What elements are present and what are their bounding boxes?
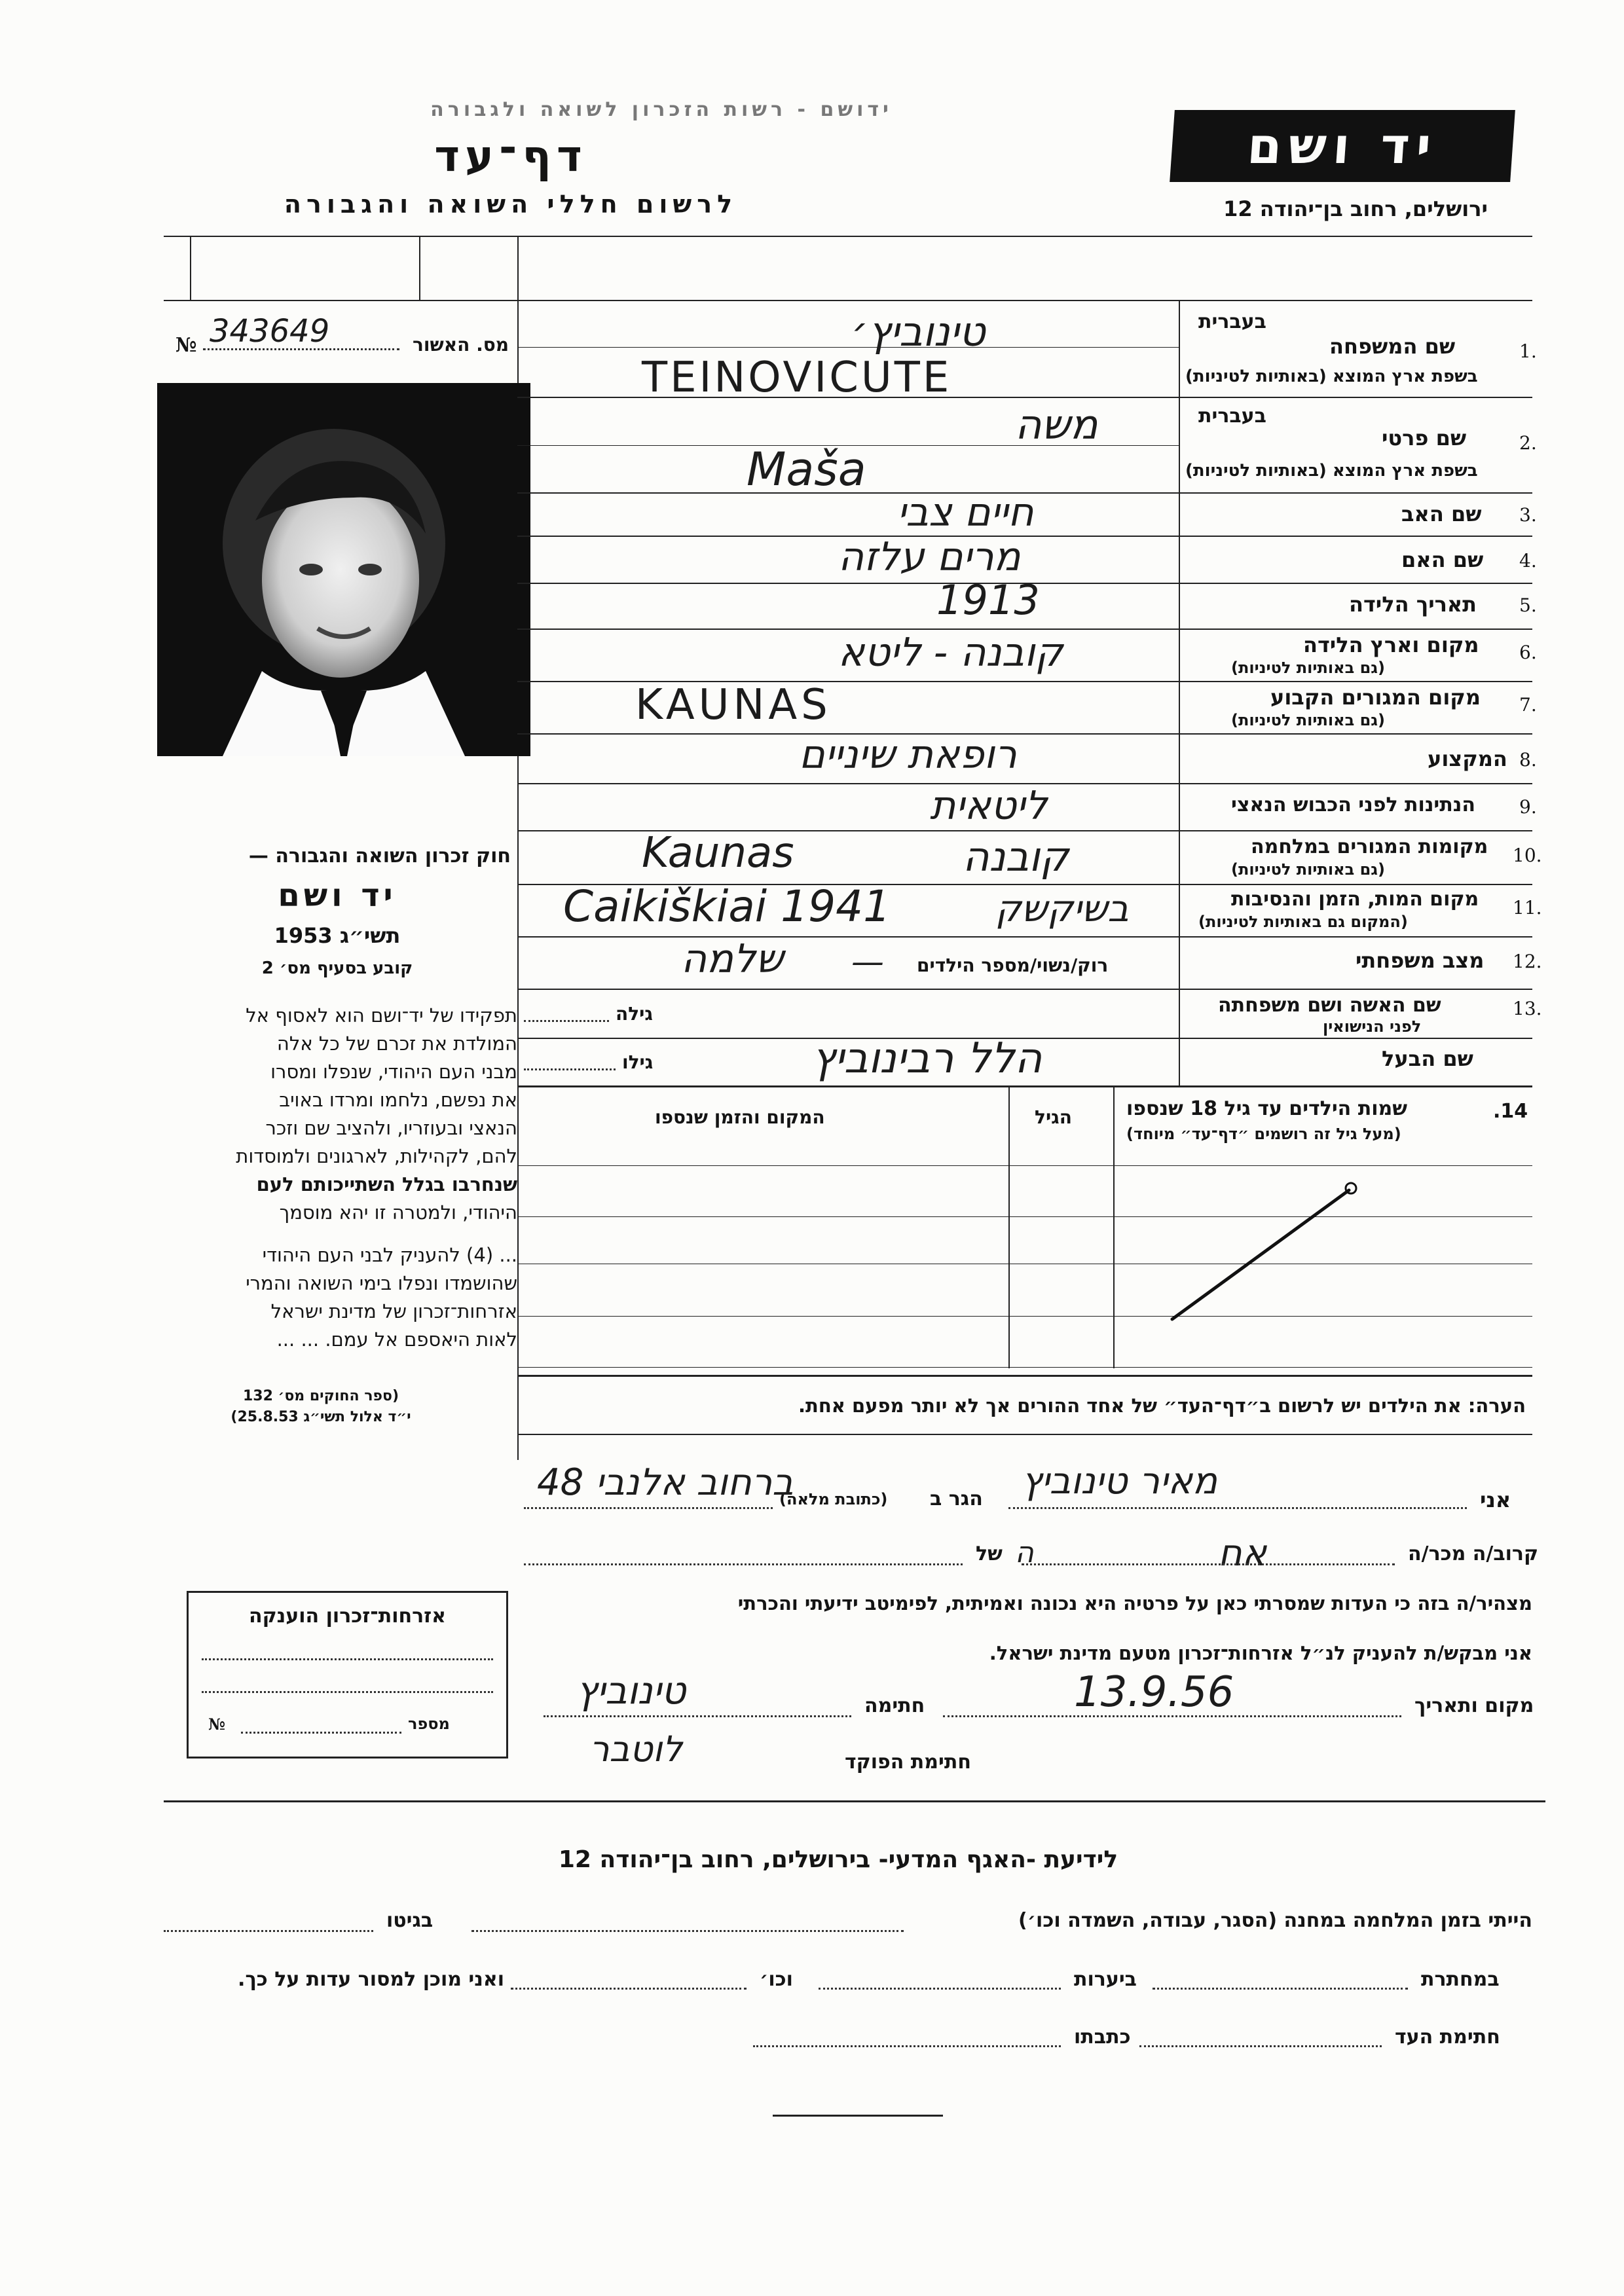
row-line: [517, 936, 1532, 938]
declarant-signature-value: טינוביץ: [576, 1668, 686, 1713]
label-mother: שם האם: [1401, 547, 1484, 572]
value-surname-he: טינוביץ׳: [851, 308, 986, 355]
declarant-signature-line: [544, 1715, 851, 1717]
marital-dash: —: [851, 943, 884, 981]
children-bottom: [517, 1375, 1532, 1377]
law-line: אזרחות־זכרון של מדינת ישראל: [270, 1300, 517, 1322]
value-death: Caikiškiai 1941: [563, 881, 891, 932]
logo-text: יד ושם: [1245, 117, 1440, 175]
declarant-request: אני מבקש/ת להעניק לנ״ל אזרחות־זכרון מטעם מדינת ישראל.: [989, 1642, 1532, 1664]
footer-line1b: בגיטו: [386, 1909, 434, 1932]
officer-signature: חתימת הפוקד: [845, 1751, 971, 1774]
law-line: את נפשם, נלחמו ומרדו באויב: [279, 1089, 517, 1111]
declarant-name: מאיר טינוביץ: [1022, 1460, 1218, 1503]
law-line: הנאצי ובעוזריו, ולהציב שם וזכר: [265, 1117, 517, 1139]
value-residence: KAUNAS: [635, 681, 832, 729]
value-war-places-he: קובנה: [963, 833, 1069, 881]
label-age-f: גילה: [616, 1003, 653, 1025]
label-nationality: הנתינות לפני הכבוש הנאצי: [1231, 793, 1475, 816]
law-line: להם, לקהילות, לארגונים ולמוסדות: [236, 1145, 517, 1167]
label-wife: שם האשה ושם משפחתה: [1218, 994, 1441, 1017]
row-number: 4.: [1519, 550, 1537, 572]
value-birthplace: קובנה - ליטא: [838, 630, 1063, 676]
footer-dots-5: [511, 1988, 747, 1990]
declarant-of-line: [524, 1563, 963, 1565]
children-place-col: המקום והזמן שנספו: [655, 1106, 825, 1128]
declarant-address-line: [524, 1507, 773, 1509]
children-col-1: [1008, 1087, 1010, 1368]
label-latin-1: (גם באותיות לטיניות): [1231, 659, 1385, 677]
footer-title: לידיעת -האגף המדעי- בירושלים, רחוב בן־יהודה 12: [558, 1846, 1118, 1873]
age-m-dotted: [524, 1068, 616, 1070]
row-number: 10.: [1513, 845, 1542, 866]
declarant-of: של: [976, 1542, 1003, 1565]
citizenship-number-line: [241, 1732, 401, 1734]
label-firstname: שם פרטי: [1382, 426, 1467, 450]
law-line: לאות היאספם אל עמם. ... ...: [276, 1328, 517, 1351]
row-number: 2.: [1519, 432, 1537, 454]
row-line: [517, 536, 1532, 537]
law-reference-2: י״ד אלול תשי״ג 25.8.53): [231, 1409, 411, 1425]
citizenship-box: [187, 1591, 508, 1758]
label-husband: שם הבעל: [1382, 1046, 1473, 1071]
law-reference-1: (ספר החוקים מס׳ 132: [242, 1388, 399, 1404]
footer-line2b: ביערות: [1074, 1968, 1137, 1991]
children-row-line: [517, 1316, 1532, 1317]
declarant-relation-line: [1022, 1563, 1395, 1565]
footer-line2d: ואני מוכן למסור עדות על כך.: [238, 1968, 504, 1991]
footer-dots-7: [753, 2045, 1061, 2047]
row-number: 7.: [1519, 694, 1537, 716]
declarant-signature: חתימה: [864, 1694, 925, 1717]
law-name: יד ושם: [278, 877, 397, 914]
value-marital: שלמה: [681, 936, 784, 982]
top-strip: ידושם - רשות הזכרון לשואה ולגבורה: [430, 98, 893, 121]
footer-line2c: וכו׳: [760, 1968, 793, 1991]
label-birthplace: מקום וארץ הלידה: [1303, 632, 1479, 657]
declarant-full-addr: (כתובת מלאה): [779, 1490, 888, 1508]
label-surname: שם המשפחה: [1329, 334, 1456, 359]
children-row-line: [517, 1367, 1532, 1368]
label-death: מקום המות, הזמן והנסיבות: [1231, 888, 1479, 911]
declarant-date-line: [943, 1715, 1401, 1717]
law-title: חוק זכרון השואה והגבורה —: [248, 845, 511, 867]
footer-dots-6: [1139, 2045, 1382, 2047]
children-col-2: [1113, 1087, 1115, 1368]
footer-line2a: במחתרת: [1421, 1968, 1500, 1991]
portrait-photo: [157, 383, 530, 756]
declarant-name-line: [1008, 1507, 1467, 1509]
label-father: שם האב: [1401, 501, 1482, 526]
value-nationality: ליטאית: [930, 783, 1048, 829]
declarant-declare: מצהיר/ה בזה כי העדות שמסרתי כאן על פרטיה היא נכונה ואמיתית, לפימיטב ידיעתי והכרתי: [737, 1592, 1532, 1614]
declarant-of-value: ה: [1015, 1536, 1034, 1569]
row-line: [517, 347, 1179, 348]
value-birthdate: 1913: [936, 576, 1040, 624]
age-f-dotted: [524, 1020, 609, 1022]
citizenship-number-label: מספר: [408, 1715, 450, 1733]
row-line: [517, 1085, 1532, 1087]
value-mother: מרים עלזה: [838, 534, 1021, 580]
label-hebrew-2: בעברית: [1198, 405, 1266, 428]
value-surname-latin: TEINOVICUTE: [642, 354, 952, 402]
top-cell-line-2: [419, 237, 420, 300]
footer-line3b: כתבתו: [1074, 2026, 1131, 2049]
law-clause: קובע בסעיף מס׳ 2: [261, 958, 413, 978]
citizenship-no: №: [208, 1715, 226, 1734]
label-age-m: גילו: [622, 1051, 654, 1073]
officer-signature-value: לוטבר: [589, 1728, 683, 1770]
law-line: תפקידו של יד־ושם הוא לאסוף אל: [246, 1004, 517, 1027]
label-marital-options: רוק/נשוי/מספר הילדים: [917, 955, 1109, 976]
top-cell-line-1: [190, 237, 191, 300]
law-line: ... (4) להעניק לבני העם היהודי: [262, 1244, 517, 1266]
law-line: שנחרבו בגלל השתייכותם לעם: [256, 1173, 517, 1195]
row-number: 13.: [1513, 998, 1542, 1019]
citizenship-title: אזרחות־זכרון הוענקה: [248, 1605, 447, 1628]
children-title: שמות הילדים עד גיל 18 שנספו: [1126, 1097, 1407, 1120]
citizenship-line-1: [202, 1658, 493, 1660]
registration-label: מס. האשור: [413, 334, 509, 355]
label-residence: מקום המגורים הקבוע: [1270, 685, 1481, 710]
law-line: מבני העם היהודי, שנפלו ומסרו: [270, 1061, 517, 1083]
law-line: שהושמדו ונפלו בימי השואה והמרי: [246, 1272, 517, 1294]
declarant-place-date: מקום ותאריך: [1414, 1694, 1534, 1717]
form-title: דף־עד: [434, 131, 587, 181]
note-divider: [517, 1434, 1532, 1435]
row-number: 11.: [1513, 897, 1542, 919]
row-number: 12.: [1513, 951, 1542, 972]
label-profession: המקצוע: [1428, 746, 1507, 771]
declarant-date: 13.9.56: [1074, 1668, 1234, 1717]
footer-divider: [164, 1800, 1545, 1802]
row-number: 5.: [1519, 594, 1537, 616]
law-line: המולדת את זכרם של כל אלה: [276, 1032, 517, 1055]
registration-dotted: [203, 348, 399, 350]
declarant-relation: אח: [1218, 1532, 1267, 1575]
children-row-line: [517, 1165, 1532, 1166]
value-firstname-latin: Maša: [747, 443, 866, 496]
citizenship-line-2: [202, 1691, 493, 1693]
row-number: 8.: [1519, 749, 1537, 771]
label-origin-lang-2: בשפת ארץ המוצא (באותיות לטיניות): [1185, 461, 1478, 481]
registration-value: 343649: [210, 313, 330, 350]
portrait-image: [157, 383, 530, 756]
label-origin-lang-1: בשפת ארץ המוצא (באותיות לטיניות): [1185, 367, 1478, 386]
children-strike-line: [1153, 1178, 1362, 1336]
registration-divider: [164, 300, 1532, 301]
children-row-line: [517, 1216, 1532, 1217]
declarant-lives: הגר ב: [930, 1487, 983, 1510]
form-subtitle: לרשום חללי השואה והגבורה: [284, 190, 738, 219]
labels-column-border: [1179, 300, 1180, 1085]
label-birthdate: תאריך הלידה: [1349, 592, 1477, 617]
row-number: 3.: [1519, 504, 1537, 526]
header-divider: [164, 236, 1532, 237]
declarant-i: אני: [1480, 1487, 1511, 1512]
note: הערה: את הילדים יש לרשום ב״דף־העד״ של אחד ההורים אך לא יותר מפעם אחת.: [798, 1394, 1526, 1417]
row-number: 1.: [1519, 340, 1537, 362]
value-profession: רופאת שיניים: [799, 732, 1017, 778]
law-line: היהודי, ולמטרה זו יהא מוסמך: [279, 1201, 517, 1224]
footer-dots-2: [164, 1930, 373, 1932]
value-firstname-he: משה: [1015, 401, 1098, 448]
row-number: 9.: [1519, 796, 1537, 818]
footer-line3a: חתימת העד: [1395, 2026, 1500, 2049]
footer-line1a: הייתי בזמן המלחמה במחנה (הסגר, עבודה, השמדה וכו׳): [1018, 1909, 1532, 1932]
label-marital: מצב משפחתי: [1356, 948, 1485, 973]
yad-vashem-logo: [1170, 110, 1515, 182]
value-war-places-latin: Kaunas: [642, 829, 794, 877]
registration-no: №: [175, 334, 197, 357]
row-line: [517, 733, 1532, 735]
label-latin-2: (גם באותיות לטיניות): [1231, 711, 1385, 729]
declarant-address: ברחוב אלנבי 48: [537, 1461, 794, 1504]
children-age-col: הגיל: [1035, 1106, 1072, 1128]
value-husband: הלל רבינוביץ: [812, 1034, 1043, 1083]
footer-dots-1: [471, 1930, 904, 1932]
label-war-places: מקומות המגורים במלחמה: [1251, 835, 1488, 858]
law-text: [160, 1002, 517, 1354]
label-hebrew-1: בעברית: [1198, 310, 1266, 333]
value-death-he: בשיקשק: [995, 888, 1129, 930]
law-year: תשי״ג 1953: [274, 923, 401, 948]
children-number: 14.: [1493, 1100, 1528, 1123]
declarant-relative: קרוב/ה מכר/ה: [1408, 1542, 1539, 1565]
address: ירושלים, רחוב בן־יהודה 12: [1223, 196, 1488, 221]
label-death-sub: (המקום גם באותיות לטיניות): [1198, 913, 1408, 931]
footer-dots-4: [819, 1988, 1061, 1990]
footer-end-line: [773, 2115, 943, 2117]
row-line: [517, 989, 1532, 990]
children-sub: (מעל גיל זה רושמים ״דף־עד״ מיוחד): [1126, 1125, 1401, 1143]
footer-dots-3: [1153, 1988, 1408, 1990]
row-number: 6.: [1519, 642, 1537, 663]
value-father: חיים צבי: [897, 490, 1034, 536]
label-wife-sub: לפני הנישואין: [1323, 1017, 1422, 1036]
label-latin-3: (גם באותיות לטיניות): [1231, 860, 1385, 879]
